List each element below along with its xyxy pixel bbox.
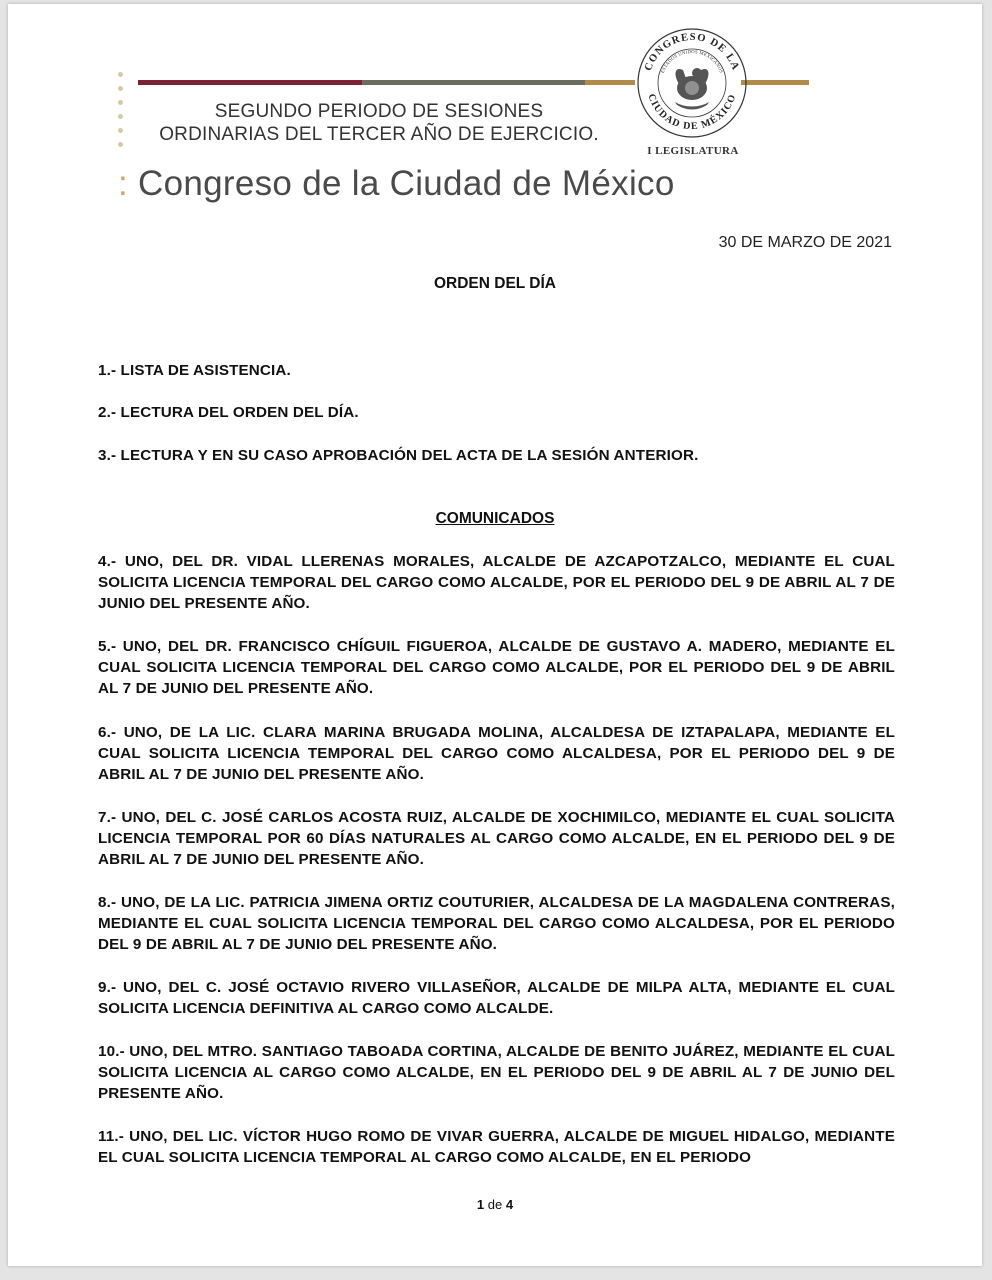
session-line-2: ORDINARIAS DEL TERCER AÑO DE EJERCICIO. [159,124,599,145]
session-line-1: SEGUNDO PERIODO DE SESIONES [214,101,544,122]
legislatura-label: I LEGISLATURA [647,145,739,157]
agenda-item: 2.- LECTURA DEL ORDEN DEL DÍA. [98,404,359,421]
header-band-segment [138,80,362,85]
agenda-item: 1.- LISTA DE ASISTENCIA. [98,362,291,379]
agenda-item: 4.- UNO, DEL DR. VIDAL LLERENAS MORALES, ALCALDE DE AZCAPOTZALCO, MEDIANTE EL CUAL SOLICITA LICENCIA TEMPORAL DEL CARGO COMO ALCALDE, POR EL PERIODO DEL 9 DE ABRIL AL 7 DE JUNIO DEL PRESENTE AÑO. [98,553,895,612]
agenda-item: 8.- UNO, DE LA LIC. PATRICIA JIMENA ORTIZ COUTURIER, ALCALDESA DE LA MAGDALENA CONTRERAS, MEDIANTE EL CUAL SOLICITA LICENCIA TEMPORAL DEL CARGO COMO ALCALDESA, POR EL PERIODO DEL 9 DE ABRIL AL 7 DE JUNIO DEL PRESENTE AÑO. [98,894,895,953]
agenda-item: 3.- LECTURA Y EN SU CASO APROBACIÓN DEL ACTA DE LA SESIÓN ANTERIOR. [98,447,699,464]
header-band-segment [585,80,635,85]
svg-text:CONGRESO DE LA: CONGRESO DE LA [642,31,742,73]
agenda-item: 6.- UNO, DE LA LIC. CLARA MARINA BRUGADA MOLINA, ALCALDESA DE IZTAPALAPA, MEDIANTE EL CUAL SOLICITA LICENCIA TEMPORAL DEL CARGO COMO ALCALDESA, POR EL PERIODO DEL 9 DE ABRIL AL 7 DE JUNIO DEL PRESENTE AÑO. [98,724,895,783]
decorative-dots [117,72,127,156]
section-title: COMUNICADOS [435,510,555,527]
congress-name: : Congreso de la Ciudad de México [118,164,675,203]
session-heading [154,100,604,146]
header-band-segment [741,80,809,85]
document-page [8,4,982,1266]
document-date: 30 DE MARZO DE 2021 [718,234,892,251]
svg-text:ESTADOS UNIDOS MEXICANOS: ESTADOS UNIDOS MEXICANOS [659,48,725,74]
agenda-item: 9.- UNO, DEL C. JOSÉ OCTAVIO RIVERO VILLASEÑOR, ALCALDE DE MILPA ALTA, MEDIANTE EL CUAL SOLICITA LICENCIA DEFINITIVA AL CARGO COMO ALCALDE. [98,979,895,1017]
svg-text:CIUDAD DE MÉXICO: CIUDAD DE MÉXICO [645,92,739,133]
agenda-item: 5.- UNO, DEL DR. FRANCISCO CHÍGUIL FIGUEROA, ALCALDE DE GUSTAVO A. MADERO, MEDIANTE EL CUAL SOLICITA LICENCIA TEMPORAL DEL CARGO COMO ALCALDE, POR EL PERIODO DEL 9 DE ABRIL AL 7 DE JUNIO DEL PRESENTE AÑO. [98,638,895,697]
congress-seal-icon [635,26,749,140]
agenda-item: 7.- UNO, DEL C. JOSÉ CARLOS ACOSTA RUIZ, ALCALDE DE XOCHIMILCO, MEDIANTE EL CUAL SOLICITA LICENCIA TEMPORAL POR 60 DÍAS NATURALES AL CARGO COMO ALCALDE, EN EL PERIODO DEL 9 DE ABRIL AL 7 DE JUNIO DEL PRESENTE AÑO. [98,809,895,868]
agenda-item: 10.- UNO, DEL MTRO. SANTIAGO TABOADA CORTINA, ALCALDE DE BENITO JUÁREZ, MEDIANTE EL CUAL SOLICITA LICENCIA AL CARGO COMO ALCALDE, EN EL PERIODO DEL 9 DE ABRIL AL 7 DE JUNIO DEL PRESENTE AÑO. [98,1043,895,1102]
header-band-segment [362,80,585,85]
document-title: ORDEN DEL DÍA [433,275,556,292]
page-number: 1 de 4 [476,1197,514,1212]
agenda-item: 11.- UNO, DEL LIC. VÍCTOR HUGO ROMO DE VIVAR GUERRA, ALCALDE DE MIGUEL HIDALGO, MEDIANTE EL CUAL SOLICITA LICENCIA TEMPORAL AL CARGO COMO ALCALDE, EN EL PERIODO [98,1128,895,1166]
